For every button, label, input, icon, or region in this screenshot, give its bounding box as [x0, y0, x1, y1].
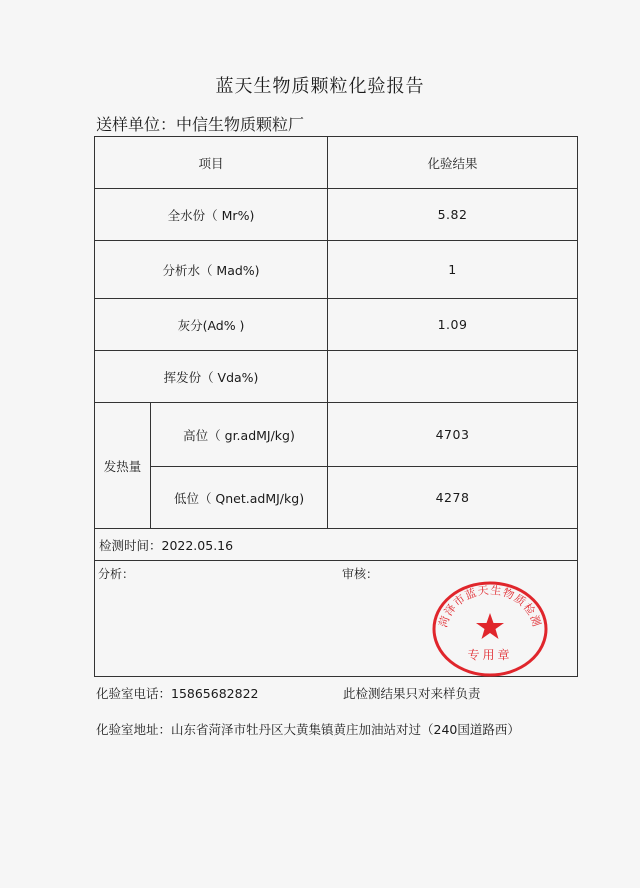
row-value-analysis-water: 1 — [328, 241, 578, 299]
heat-label: 发热量 — [95, 403, 151, 529]
table-row — [95, 467, 578, 529]
official-stamp-icon — [430, 579, 550, 679]
analysis-label: 分析： — [98, 567, 135, 581]
header-result: 化验结果 — [328, 137, 578, 189]
review-label: 审核： — [342, 567, 379, 581]
row-item-ash: 灰分(Ad% ) — [95, 299, 328, 351]
responsibility-note: 此检测结果只对来样负责 — [343, 686, 481, 701]
svg-text:菏泽市蓝天生物质检测: 菏泽市蓝天生物质检测 — [436, 583, 544, 629]
signature-row — [95, 561, 578, 677]
table-header-row — [95, 137, 578, 189]
header-item: 项目 — [95, 137, 328, 189]
svg-text:专用章: 专用章 — [467, 648, 513, 662]
results-table — [94, 136, 578, 677]
test-time-row — [95, 529, 578, 561]
table-row — [95, 299, 578, 351]
table-row — [95, 241, 578, 299]
table-row — [95, 189, 578, 241]
lab-address: 化验室地址：山东省菏泽市牡丹区大黄集镇黄庄加油站对过（240国道路西） — [96, 722, 520, 737]
row-item-net-heat: 低位（ Qnet.adMJ/kg) — [151, 467, 328, 529]
row-value-gross-heat: 4703 — [328, 403, 578, 467]
lab-phone: 化验室电话：15865682822 — [96, 686, 259, 701]
row-item-analysis-water: 分析水（ Mad%) — [95, 241, 328, 299]
row-item-moisture: 全水份（ Mr%) — [95, 189, 328, 241]
row-value-ash: 1.09 — [328, 299, 578, 351]
table-row — [95, 403, 578, 467]
test-time: 检测时间：2022.05.16 — [95, 529, 578, 561]
signature-cell — [95, 561, 578, 677]
sender-unit: 送样单位：中信生物质颗粒厂 — [96, 115, 305, 134]
row-item-volatile: 挥发份（ Vda%) — [95, 351, 328, 403]
table-row — [95, 351, 578, 403]
row-value-moisture: 5.82 — [328, 189, 578, 241]
row-value-volatile — [328, 351, 578, 403]
row-value-net-heat: 4278 — [328, 467, 578, 529]
report-title: 蓝天生物质颗粒化验报告 — [215, 76, 425, 97]
row-item-gross-heat: 高位（ gr.adMJ/kg) — [151, 403, 328, 467]
